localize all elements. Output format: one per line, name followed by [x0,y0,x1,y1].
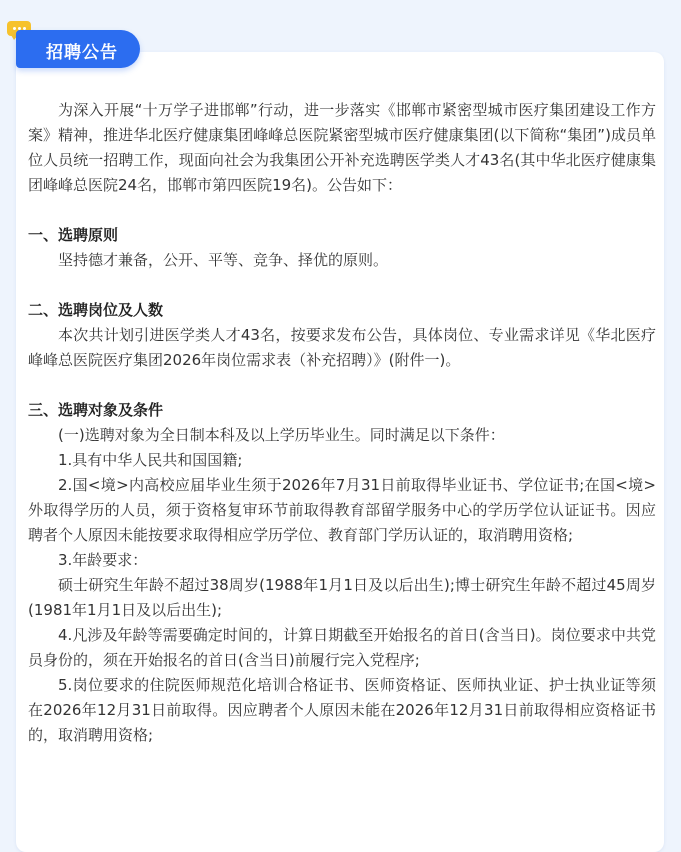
header-badge [16,30,140,68]
conditions-item: 3.年龄要求： [58,551,148,569]
conditions-paragraph: (一)选聘对象为全日制本科及以上学历毕业生。同时满足以下条件： [58,426,505,444]
conditions-item: 1.具有中华人民共和国国籍; [58,451,243,469]
section-heading-conditions: 三、选聘对象及条件 [28,401,164,419]
conditions-item: 4.凡涉及年龄等需要确定时间的，计算日期截至开始报名的首日(含当日)。岗位要求中共党员身份的，须在开始报名的首日(含当日)前履行完入党程序; [28,626,656,669]
bubble-dot [13,27,16,30]
conditions-item: 2.国<境>内高校应届毕业生须于2026年7月31日前取得毕业证书、学位证书;在国<境>外取得学历的人员，须于资格复审环节前取得教育部留学服务中心的学历学位认证证书。因应聘者个人原因未能按要求取得相应学历学位、教育部门学历认证的，取消聘用资格; [28,476,656,544]
page-title: 招聘公告 [46,43,118,63]
section-heading-principles: 一、选聘原则 [28,226,119,244]
conditions-item: 硕士研究生年龄不超过38周岁(1988年1月1日及以后出生);博士研究生年龄不超过45周岁(1981年1月1日及以后出生); [28,576,656,619]
section-heading-positions: 二、选聘岗位及人数 [28,301,164,319]
notice-body [28,98,656,748]
positions-paragraph: 本次共计划引进医学类人才43名，按要求发布公告，具体岗位、专业需求详见《华北医疗峰峰总医院医疗集团2026年岗位需求表（补充招聘）》(附件一)。 [28,326,656,369]
principles-paragraph: 坚持德才兼备，公开、平等、竞争、择优的原则。 [58,251,389,269]
intro-paragraph: 为深入开展“十万学子进邯郸”行动，进一步落实《邯郸市紧密型城市医疗集团建设工作方案》精神，推进华北医疗健康集团峰峰总医院紧密型城市医疗健康集团(以下简称“集团”)成员单位人员统一招聘工作，现面向社会为我集团公开补充选聘医学类人才43名(其中华北医疗健康集团峰峰总医院24名，邯郸市第四医院19名)。公告如下： [28,101,656,194]
conditions-item: 5.岗位要求的住院医师规范化培训合格证书、医师资格证、医师执业证、护士执业证等须在2026年12月31日前取得。因应聘者个人原因未能在2026年12月31日前取得相应资格证书的，取消聘用资格; [28,676,656,744]
